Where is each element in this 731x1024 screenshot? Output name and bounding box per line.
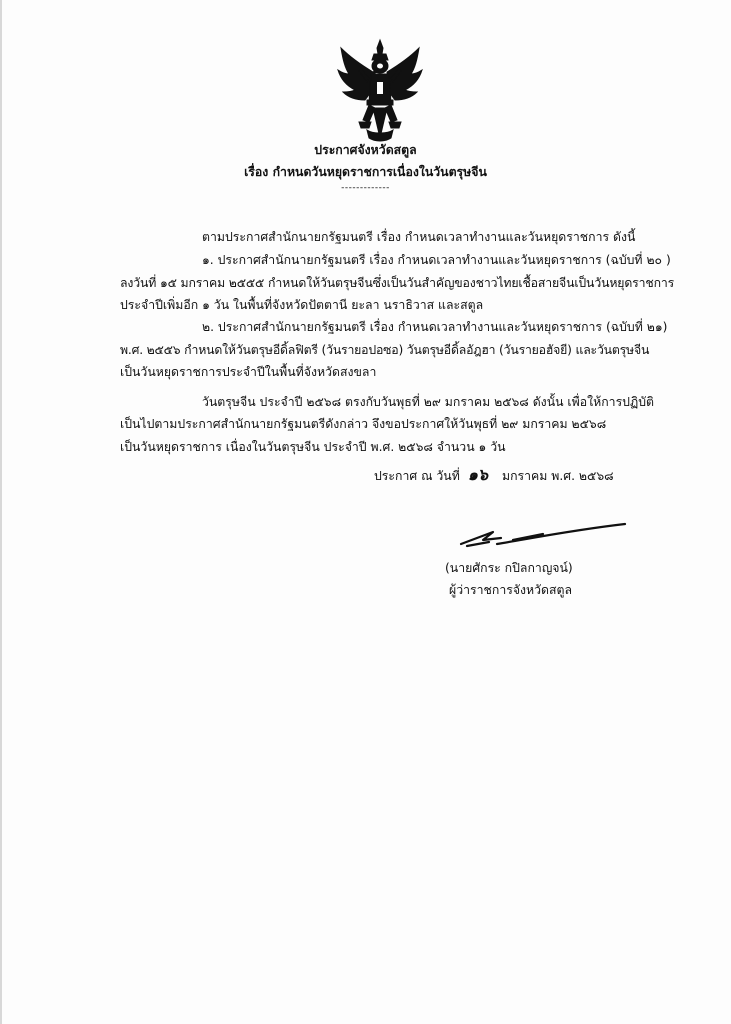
body-line-item2-cont1: พ.ศ. ๒๕๕๖ กำหนดให้วันตรุษอีดิ้ลฟิตรี (วันรายอปอซอ) วันตรุษอีดิ้ลอัฎฮา (วันรายอฮัจยี) และวันตรุษจีน: [120, 343, 650, 357]
signatory-position: ผู้ว่าราชการจังหวัดสตูล: [449, 583, 573, 597]
handwritten-signature: [453, 514, 633, 558]
body-line-holiday-cont1: เป็นไปตามประกาศสำนักนายกรัฐมนตรีดังกล่าว จึงขอประกาศให้วันพุธที่ ๒๙ มกราคม ๒๕๖๘: [120, 417, 607, 431]
announcement-prefix: ประกาศ ณ วันที่: [374, 469, 460, 483]
body-line-holiday-cont2: เป็นวันหยุดราชการ เนื่องในวันตรุษจีน ประจำปี พ.ศ. ๒๕๖๘ จำนวน ๑ วัน: [120, 440, 506, 454]
body-line-item2: ๒. ประกาศสำนักนายกรัฐมนตรี เรื่อง กำหนดเวลาทำงานและวันหยุดราชการ (ฉบับที่ ๒๑): [202, 320, 668, 334]
body-line-item2-cont2: เป็นวันหยุดราชการประจำปีในพื้นที่จังหวัดสงขลา: [120, 365, 377, 379]
document-subject: เรื่อง กำหนดวันหยุดราชการเนื่องในวันตรุษจีน: [244, 165, 487, 179]
body-line-item1-cont1: ลงวันที่ ๑๕ มกราคม ๒๕๕๕ กำหนดให้วันตรุษจีนซึ่งเป็นวันสำคัญของชาวไทยเชื้อสายจีนเป็นวันหยุดราชการ: [120, 276, 675, 290]
announcement-date: [374, 467, 614, 484]
body-line-intro: ตามประกาศสำนักนายกรัฐมนตรี เรื่อง กำหนดเวลาทำงานและวันหยุดราชการ ดังนี้: [202, 230, 636, 244]
announcement-suffix: มกราคม พ.ศ. ๒๕๖๘: [501, 469, 614, 483]
body-line-item1: ๑. ประกาศสำนักนายกรัฐมนตรี เรื่อง กำหนดเวลาทำงานและวันหยุดราชการ (ฉบับที่ ๒๐ ): [202, 253, 671, 267]
body-line-item1-cont2: ประจำปีเพิ่มอีก ๑ วัน ในพื้นที่จังหวัดปัตตานี ยะลา นราธิวาส และสตูล: [120, 298, 484, 312]
garuda-emblem-icon: [333, 38, 427, 144]
title-separator: -------------: [341, 183, 390, 193]
signatory-name: (นายศักระ กปิลกาญจน์): [445, 561, 573, 575]
body-line-holiday: วันตรุษจีน ประจำปี ๒๕๖๘ ตรงกับวันพุธที่ ๒๙ มกราคม ๒๕๖๘ ดังนั้น เพื่อให้การปฏิบัติ: [202, 395, 655, 409]
document-title: ประกาศจังหวัดสตูล: [314, 143, 417, 157]
announcement-day: ๑๖: [467, 465, 489, 484]
